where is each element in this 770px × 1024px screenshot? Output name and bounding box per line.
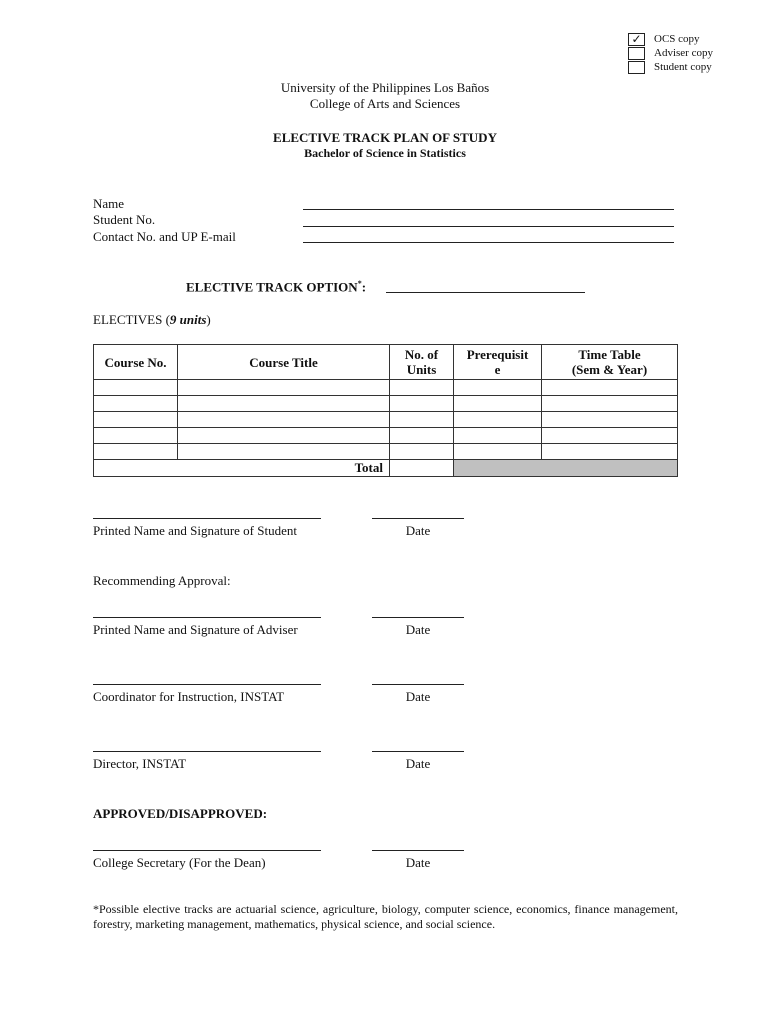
cell-course-title[interactable] [178, 444, 390, 460]
electives-units: 9 units [169, 312, 207, 327]
cell-time-table[interactable] [542, 444, 678, 460]
cell-course-no[interactable] [94, 428, 178, 444]
header-time-line1: Time Table [578, 347, 641, 362]
total-shaded-cell [454, 460, 678, 477]
ocs-copy-label: OCS copy [654, 33, 700, 45]
adviser-signature-line[interactable] [93, 617, 321, 618]
header-prereq-line2: e [494, 362, 501, 377]
cell-units[interactable] [390, 444, 454, 460]
cell-course-no[interactable] [94, 444, 178, 460]
student-copy-checkbox[interactable] [628, 61, 645, 74]
cell-units[interactable] [390, 412, 454, 428]
adviser-date-line[interactable] [372, 617, 464, 618]
cell-units[interactable] [390, 428, 454, 444]
cell-time-table[interactable] [542, 380, 678, 396]
header-units [390, 345, 454, 380]
adviser-date-label: Date [405, 622, 431, 637]
total-label: Total [94, 460, 390, 477]
copy-row-adviser[interactable] [628, 46, 713, 60]
coordinator-signature-line[interactable] [93, 684, 321, 685]
student-no-field[interactable] [303, 226, 674, 227]
total-units-cell[interactable] [390, 460, 454, 477]
cell-time-table[interactable] [542, 412, 678, 428]
cell-prerequisite[interactable] [454, 380, 542, 396]
director-signature-line[interactable] [93, 751, 321, 752]
adviser-copy-label: Adviser copy [654, 47, 713, 59]
director-date-line[interactable] [372, 751, 464, 752]
coordinator-signature-label: Coordinator for Instruction, INSTAT [93, 689, 285, 704]
track-option-colon: : [361, 279, 367, 295]
cell-time-table[interactable] [542, 396, 678, 412]
adviser-copy-checkbox[interactable] [628, 47, 645, 60]
cell-prerequisite[interactable] [454, 396, 542, 412]
recommending-approval-label: Recommending Approval: [93, 573, 231, 588]
track-option-marker: * [357, 279, 362, 288]
adviser-signature-label: Printed Name and Signature of Adviser [93, 622, 298, 637]
cell-prerequisite[interactable] [454, 412, 542, 428]
header-course-title: Course Title [178, 345, 390, 380]
track-option-field[interactable] [386, 292, 585, 293]
student-signature-label: Printed Name and Signature of Student [93, 523, 297, 538]
student-date-line[interactable] [372, 518, 464, 519]
cell-units[interactable] [390, 396, 454, 412]
header-units-line1: No. of [404, 347, 439, 362]
approved-disapproved-label: APPROVED/DISAPPROVED: [93, 806, 268, 821]
header-time-line2: (Sem & Year) [571, 362, 648, 377]
student-signature-line[interactable] [93, 518, 321, 519]
header-course-no: Course No. [94, 345, 178, 380]
cell-course-title[interactable] [178, 396, 390, 412]
table-row [94, 412, 678, 428]
footnote: *Possible elective tracks are actuarial science, agriculture, biology, computer science, economics, finance management, forestry, marketing management, mathematics, physical science, and social science. [93, 902, 678, 931]
secretary-signature-line[interactable] [93, 850, 321, 851]
secretary-date-label: Date [405, 855, 431, 870]
contact-label: Contact No. and UP E-mail [93, 229, 236, 244]
header-units-line2: Units [406, 362, 437, 377]
secretary-date-line[interactable] [372, 850, 464, 851]
table-row [94, 380, 678, 396]
secretary-signature-label: College Secretary (For the Dean) [93, 855, 266, 870]
cell-course-no[interactable] [94, 396, 178, 412]
track-option-label [186, 279, 366, 295]
student-no-label: Student No. [93, 212, 156, 227]
table-row [94, 396, 678, 412]
university-name: University of the Philippines Los Baños [280, 80, 490, 95]
contact-field[interactable] [303, 242, 674, 243]
table-row [94, 428, 678, 444]
copy-checklist [628, 32, 713, 74]
student-date-label: Date [405, 523, 431, 538]
cell-course-no[interactable] [94, 412, 178, 428]
cell-prerequisite[interactable] [454, 444, 542, 460]
table-header-row [94, 345, 678, 380]
cell-course-title[interactable] [178, 380, 390, 396]
coordinator-date-label: Date [405, 689, 431, 704]
student-copy-label: Student copy [654, 61, 712, 73]
cell-time-table[interactable] [542, 428, 678, 444]
table-total-row [94, 460, 678, 477]
electives-label: ELECTIVES ( [93, 312, 170, 327]
form-title: ELECTIVE TRACK PLAN OF STUDY [273, 130, 497, 145]
name-field[interactable] [303, 209, 674, 210]
header-prerequisite [454, 345, 542, 380]
director-signature-label: Director, INSTAT [93, 756, 187, 771]
track-option-text: ELECTIVE TRACK OPTION [186, 279, 358, 295]
name-label: Name [93, 196, 125, 211]
cell-course-title[interactable] [178, 412, 390, 428]
electives-close: ) [206, 312, 211, 327]
table-row [94, 444, 678, 460]
copy-row-student[interactable] [628, 60, 713, 74]
cell-units[interactable] [390, 380, 454, 396]
electives-heading [93, 312, 211, 328]
electives-table [93, 344, 678, 477]
header-time-table [542, 345, 678, 380]
header-prereq-line1: Prerequisit [466, 347, 529, 362]
form-subtitle: Bachelor of Science in Statistics [304, 146, 466, 160]
copy-row-ocs[interactable] [628, 32, 713, 46]
coordinator-date-line[interactable] [372, 684, 464, 685]
director-date-label: Date [405, 756, 431, 771]
cell-prerequisite[interactable] [454, 428, 542, 444]
ocs-copy-checkbox[interactable] [628, 33, 645, 46]
cell-course-title[interactable] [178, 428, 390, 444]
check-icon: ✓ [631, 31, 642, 46]
college-name: College of Arts and Sciences [309, 96, 461, 111]
cell-course-no[interactable] [94, 380, 178, 396]
